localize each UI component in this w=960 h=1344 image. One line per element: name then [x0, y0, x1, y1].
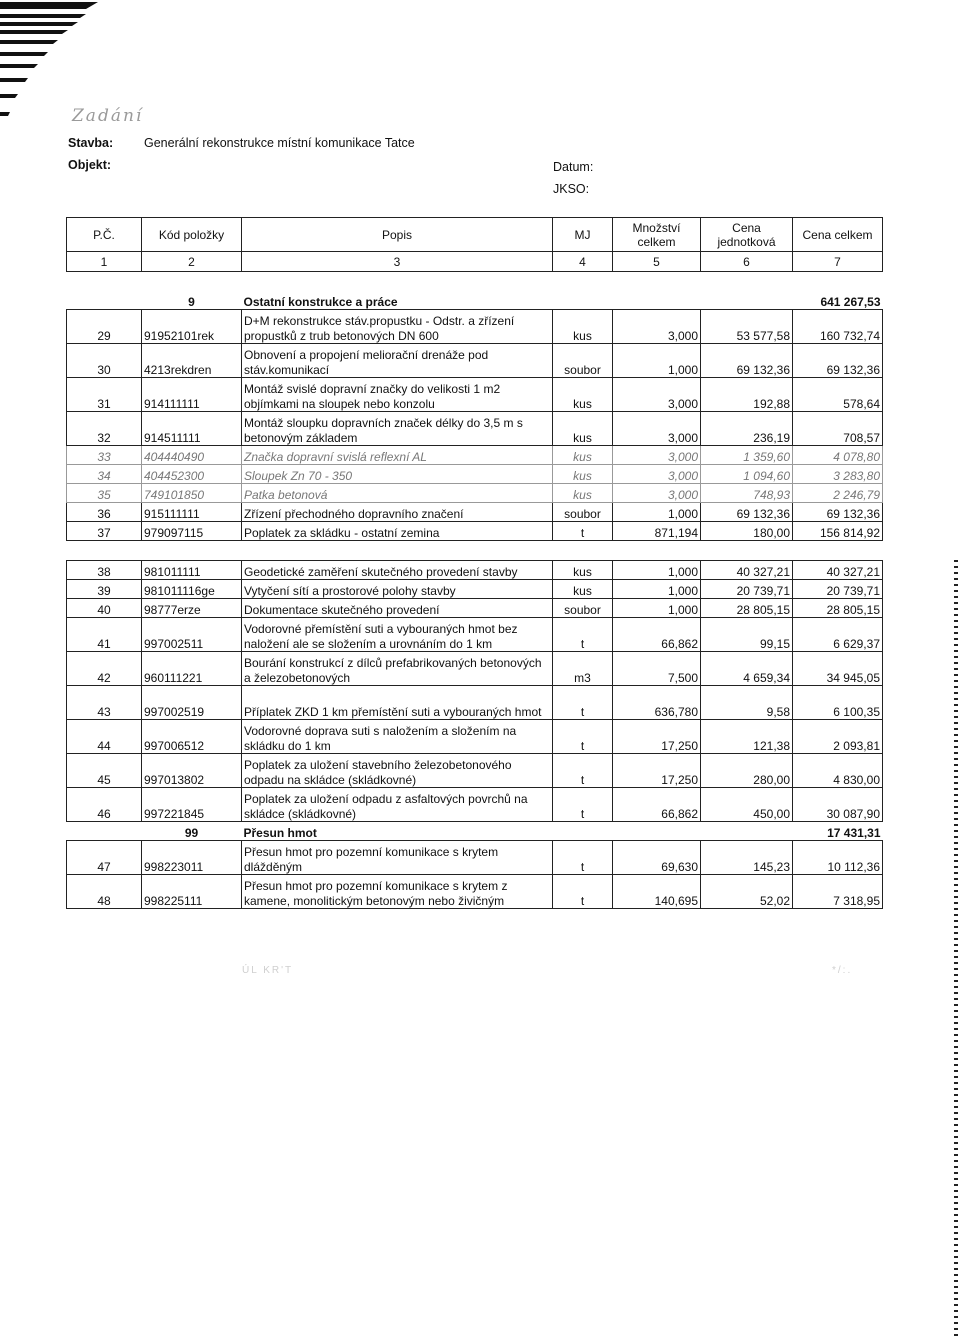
table-row — [67, 561, 883, 580]
header-pc: P.Č. — [67, 218, 142, 252]
item-unit: t — [553, 875, 613, 909]
jkso-label: JKSO: — [553, 182, 590, 196]
table-row — [67, 754, 883, 788]
column-number: 4 — [553, 252, 613, 272]
item-description: Geodetické zaměření skutečného provedení stavby — [242, 561, 553, 580]
item-quantity: 1,000 — [613, 561, 701, 580]
item-total-price: 10 112,36 — [793, 841, 883, 875]
table-row — [67, 446, 883, 465]
row-number: 36 — [67, 503, 142, 522]
item-unit-price: 1 094,60 — [701, 465, 793, 484]
item-unit: t — [553, 686, 613, 720]
section-title: Ostatní konstrukce a práce — [242, 291, 553, 310]
item-description: Vodorovné doprava suti s naložením a složením na skládku do 1 km — [242, 720, 553, 754]
item-description: Poplatek za uložení stavebního železobetonového odpadu na skládce (skládkovné) — [242, 754, 553, 788]
item-unit: kus — [553, 561, 613, 580]
item-quantity: 1,000 — [613, 580, 701, 599]
table-row — [67, 580, 883, 599]
item-total-price: 30 087,90 — [793, 788, 883, 822]
header-mj: MJ — [553, 218, 613, 252]
section-code: 9 — [188, 295, 195, 309]
item-unit: t — [553, 618, 613, 652]
item-description: Přesun hmot pro pozemní komunikace s krytem z kamene, monolitickým betonovým nebo živičným — [242, 875, 553, 909]
item-unit: kus — [553, 446, 613, 465]
item-total-price: 40 327,21 — [793, 561, 883, 580]
item-unit-price: 236,19 — [701, 412, 793, 446]
item-description: Sloupek Zn 70 - 350 — [242, 465, 553, 484]
item-quantity: 3,000 — [613, 465, 701, 484]
item-quantity: 3,000 — [613, 446, 701, 465]
item-unit: t — [553, 841, 613, 875]
item-description: Značka dopravní svislá reflexní AL — [242, 446, 553, 465]
section-code: 99 — [184, 826, 199, 840]
item-unit-price: 52,02 — [701, 875, 793, 909]
row-number: 43 — [67, 686, 142, 720]
table-row — [67, 484, 883, 503]
section-blank — [613, 291, 701, 310]
item-code: 404452300 — [142, 465, 242, 484]
row-number: 39 — [67, 580, 142, 599]
item-description: Montáž svislé dopravní značky do velikosti 1 m2 objímkami na sloupek nebo konzolu — [242, 378, 553, 412]
column-number: 1 — [67, 252, 142, 272]
item-unit: kus — [553, 378, 613, 412]
table-row — [67, 599, 883, 618]
header-desc: Popis — [242, 218, 553, 252]
stavba-value: Generální rekonstrukce místní komunikace Tatce — [144, 136, 415, 150]
item-total-price: 4 830,00 — [793, 754, 883, 788]
item-code: 998225111 — [142, 875, 242, 909]
table-row — [67, 618, 883, 652]
datum-label: Datum: — [553, 160, 594, 174]
footer-mark-left: ÚL KR'T — [242, 965, 294, 976]
item-total-price: 20 739,71 — [793, 580, 883, 599]
item-unit-price: 53 577,58 — [701, 310, 793, 344]
item-unit: kus — [553, 412, 613, 446]
section-blank — [553, 291, 613, 310]
row-number: 35 — [67, 484, 142, 503]
item-description: D+M rekonstrukce stáv.propustku - Odstr. a zřízení propustků z trub betonových DN 600 — [242, 310, 553, 344]
item-unit: kus — [553, 580, 613, 599]
row-number: 40 — [67, 599, 142, 618]
header-total: Cena celkem — [793, 218, 883, 252]
row-number: 44 — [67, 720, 142, 754]
item-description: Bourání konstrukcí z dílců prefabrikovaných betonových a železobetonových — [242, 652, 553, 686]
header-code: Kód položky — [142, 218, 242, 252]
item-unit: soubor — [553, 344, 613, 378]
item-description: Vytyčení sítí a prostorové polohy stavby — [242, 580, 553, 599]
table-row — [67, 788, 883, 822]
row-number: 46 — [67, 788, 142, 822]
column-number: 5 — [613, 252, 701, 272]
item-quantity: 3,000 — [613, 310, 701, 344]
item-description: Patka betonová — [242, 484, 553, 503]
item-code: 98777erze — [142, 599, 242, 618]
table-row — [67, 686, 883, 720]
item-total-price: 156 814,92 — [793, 522, 883, 541]
item-unit-price: 20 739,71 — [701, 580, 793, 599]
row-number: 30 — [67, 344, 142, 378]
handwritten-note: Zadání — [72, 106, 144, 126]
item-quantity: 1,000 — [613, 503, 701, 522]
row-number: 29 — [67, 310, 142, 344]
row-number: 48 — [67, 875, 142, 909]
item-code: 979097115 — [142, 522, 242, 541]
item-unit: m3 — [553, 652, 613, 686]
scan-edge-dots — [954, 560, 958, 1340]
table-row — [67, 465, 883, 484]
row-number: 34 — [67, 465, 142, 484]
item-quantity: 66,862 — [613, 788, 701, 822]
item-quantity: 17,250 — [613, 720, 701, 754]
item-unit-price: 145,23 — [701, 841, 793, 875]
row-number: 38 — [67, 561, 142, 580]
stavba-label: Stavba: — [68, 136, 114, 150]
item-total-price: 6 100,35 — [793, 686, 883, 720]
item-unit-price: 180,00 — [701, 522, 793, 541]
item-quantity: 69,630 — [613, 841, 701, 875]
items-body — [67, 291, 883, 909]
item-total-price: 3 283,80 — [793, 465, 883, 484]
item-total-price: 69 132,36 — [793, 503, 883, 522]
spacer-row — [67, 541, 883, 561]
item-code: 4213rekdren — [142, 344, 242, 378]
section-total: 17 431,31 — [793, 822, 883, 841]
item-quantity: 17,250 — [613, 754, 701, 788]
row-number: 41 — [67, 618, 142, 652]
item-quantity: 3,000 — [613, 412, 701, 446]
table-row — [67, 841, 883, 875]
item-unit: soubor — [553, 503, 613, 522]
row-number: 37 — [67, 522, 142, 541]
item-unit-price: 40 327,21 — [701, 561, 793, 580]
item-unit-price: 28 805,15 — [701, 599, 793, 618]
column-number: 6 — [701, 252, 793, 272]
item-code: 749101850 — [142, 484, 242, 503]
item-code: 981011116ge — [142, 580, 242, 599]
item-code: 997221845 — [142, 788, 242, 822]
table-row — [67, 503, 883, 522]
item-total-price: 34 945,05 — [793, 652, 883, 686]
item-description: Zřízení přechodného dopravního značení — [242, 503, 553, 522]
section-blank — [701, 822, 793, 841]
item-unit-price: 69 132,36 — [701, 503, 793, 522]
section-blank — [553, 822, 613, 841]
item-description: Poplatek za uložení odpadu z asfaltových povrchů na skládce (skládkovné) — [242, 788, 553, 822]
item-code: 997002511 — [142, 618, 242, 652]
item-description: Vodorovné přemístění suti a vybouraných hmot bez naložení ale se složením a urovnáním do 1 km — [242, 618, 553, 652]
table-row — [67, 310, 883, 344]
row-number: 42 — [67, 652, 142, 686]
section-row — [67, 822, 883, 841]
item-description: Přesun hmot pro pozemní komunikace s krytem dlážděným — [242, 841, 553, 875]
item-quantity: 1,000 — [613, 344, 701, 378]
item-description: Dokumentace skutečného provedení — [242, 599, 553, 618]
item-total-price: 28 805,15 — [793, 599, 883, 618]
table-row — [67, 412, 883, 446]
table-row — [67, 344, 883, 378]
column-number: 2 — [142, 252, 242, 272]
item-code: 914111111 — [142, 378, 242, 412]
item-total-price: 578,64 — [793, 378, 883, 412]
item-unit: t — [553, 788, 613, 822]
item-unit: t — [553, 754, 613, 788]
item-description: Příplatek ZKD 1 km přemístění suti a vybouraných hmot — [242, 686, 553, 720]
item-code: 91952101rek — [142, 310, 242, 344]
section-blank — [613, 822, 701, 841]
row-number: 33 — [67, 446, 142, 465]
row-number: 47 — [67, 841, 142, 875]
item-code: 960111221 — [142, 652, 242, 686]
item-unit: kus — [553, 484, 613, 503]
item-quantity: 66,862 — [613, 618, 701, 652]
item-unit-price: 280,00 — [701, 754, 793, 788]
item-code: 997002519 — [142, 686, 242, 720]
item-code: 981011111 — [142, 561, 242, 580]
items-table — [66, 291, 883, 909]
item-total-price: 160 732,74 — [793, 310, 883, 344]
item-unit-price: 192,88 — [701, 378, 793, 412]
item-total-price: 4 078,80 — [793, 446, 883, 465]
column-number: 7 — [793, 252, 883, 272]
item-total-price: 2 246,79 — [793, 484, 883, 503]
item-quantity: 636,780 — [613, 686, 701, 720]
item-description: Montáž sloupku dopravních značek délky do 3,5 m s betonovým základem — [242, 412, 553, 446]
section-total: 641 267,53 — [793, 291, 883, 310]
item-unit-price: 69 132,36 — [701, 344, 793, 378]
item-total-price: 708,57 — [793, 412, 883, 446]
item-code: 997013802 — [142, 754, 242, 788]
item-unit: t — [553, 522, 613, 541]
item-quantity: 7,500 — [613, 652, 701, 686]
row-number: 31 — [67, 378, 142, 412]
item-unit: soubor — [553, 599, 613, 618]
item-quantity: 1,000 — [613, 599, 701, 618]
item-unit-price: 450,00 — [701, 788, 793, 822]
item-unit: t — [553, 720, 613, 754]
item-description: Obnovení a propojení meliorační drenáže pod stáv.komunikací — [242, 344, 553, 378]
table-row — [67, 875, 883, 909]
item-unit-price: 121,38 — [701, 720, 793, 754]
item-total-price: 2 093,81 — [793, 720, 883, 754]
item-unit-price: 4 659,34 — [701, 652, 793, 686]
column-number: 3 — [242, 252, 553, 272]
item-unit: kus — [553, 310, 613, 344]
item-unit: kus — [553, 465, 613, 484]
item-total-price: 7 318,95 — [793, 875, 883, 909]
section-row — [67, 291, 883, 310]
item-code: 404440490 — [142, 446, 242, 465]
item-quantity: 140,695 — [613, 875, 701, 909]
item-code: 915111111 — [142, 503, 242, 522]
section-title: Přesun hmot — [242, 822, 553, 841]
section-blank — [67, 291, 142, 310]
table-row — [67, 720, 883, 754]
item-unit-price: 99,15 — [701, 618, 793, 652]
item-quantity: 3,000 — [613, 484, 701, 503]
item-total-price: 6 629,37 — [793, 618, 883, 652]
footer-mark-right: */:. — [832, 965, 853, 976]
row-number: 45 — [67, 754, 142, 788]
item-total-price: 69 132,36 — [793, 344, 883, 378]
table-header — [66, 217, 883, 272]
item-code: 914511111 — [142, 412, 242, 446]
item-unit-price: 748,93 — [701, 484, 793, 503]
item-unit-price: 9,58 — [701, 686, 793, 720]
spacer-cell — [67, 541, 883, 561]
objekt-label: Objekt: — [68, 158, 112, 172]
header-unit-price: Cena jednotková — [701, 218, 793, 252]
item-code: 997006512 — [142, 720, 242, 754]
item-quantity: 871,194 — [613, 522, 701, 541]
section-blank — [701, 291, 793, 310]
item-description: Poplatek za skládku - ostatní zemina — [242, 522, 553, 541]
table-row — [67, 652, 883, 686]
table-row — [67, 522, 883, 541]
row-number: 32 — [67, 412, 142, 446]
item-quantity: 3,000 — [613, 378, 701, 412]
header-qty: Množství celkem — [613, 218, 701, 252]
table-row — [67, 378, 883, 412]
item-unit-price: 1 359,60 — [701, 446, 793, 465]
section-blank — [67, 822, 142, 841]
item-code: 998223011 — [142, 841, 242, 875]
